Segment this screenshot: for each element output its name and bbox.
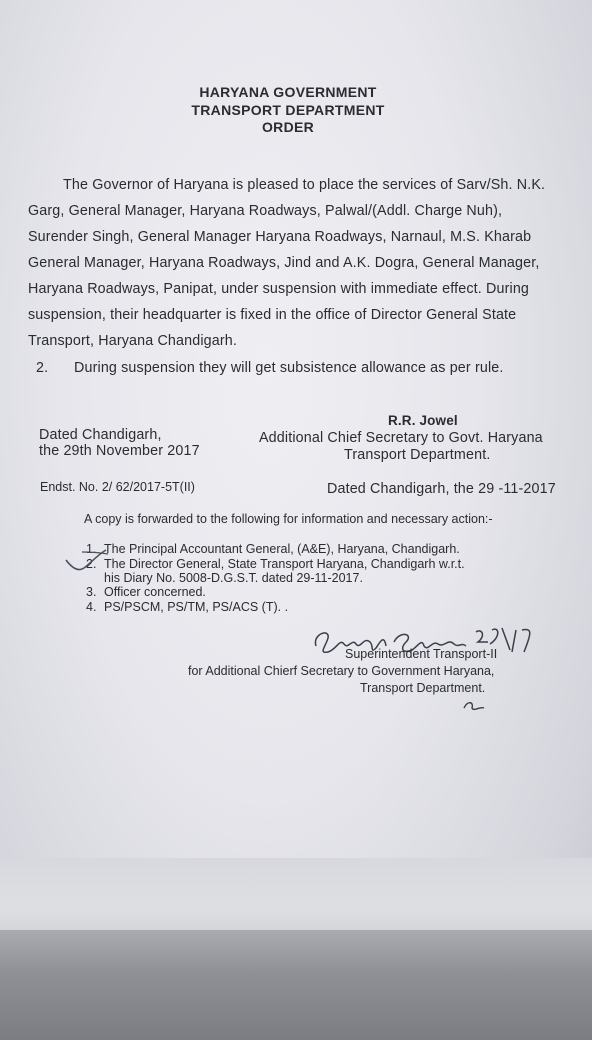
signatory-designation: Additional Chief Secretary to Govt. Haryana [259, 430, 543, 446]
order-para2-text: During suspension they will get subsistence allowance as per rule. [74, 360, 504, 376]
footer-sign-for: for Additional Chierf Secretary to Government Haryana, [188, 664, 495, 678]
recipient-number: 4. [86, 600, 97, 614]
recipient-number: 2. [86, 557, 97, 571]
order-para1-line: Haryana Roadways, Panipat, under suspension with immediate effect. During [28, 281, 530, 297]
recipient-number: 1. [86, 542, 97, 556]
footer-sign-title: Superintendent Transport-II [345, 647, 498, 661]
order-para1-line: suspension, their headquarter is fixed in the office of Director General State [28, 307, 517, 323]
recipient-text: Officer concerned. [104, 585, 206, 599]
footer-sign-dept: Transport Department. [360, 681, 486, 695]
order-para1-line: Transport, Haryana Chandigarh. [28, 333, 237, 349]
header-line-1: HARYANA GOVERNMENT [199, 84, 377, 100]
header-order-title: ORDER [261, 119, 315, 135]
header-line-2: TRANSPORT DEPARTMENT [191, 102, 385, 118]
checkmark-icon [62, 546, 112, 576]
initial-mark-icon [460, 698, 490, 714]
order-para1-line: Surender Singh, General Manager Haryana Roadways, Narnaul, M.S. Kharab [28, 229, 532, 245]
recipient-text: PS/PSCM, PS/TM, PS/ACS (T). . [104, 600, 289, 614]
dated-date: the 29th November 2017 [39, 443, 200, 459]
order-para1-line: Garg, General Manager, Haryana Roadways, Palwal/(Addl. Charge Nuh), [28, 203, 503, 219]
recipient-text: his Diary No. 5008-D.G.S.T. dated 29-11-2017. [104, 571, 363, 585]
signatory-name: R.R. Jowel [388, 413, 458, 428]
background-surface [0, 930, 592, 1040]
recipient-number: 3. [86, 585, 97, 599]
dated-place: Dated Chandigarh, [39, 427, 162, 443]
endorsement-number: Endst. No. 2/ 62/2017-5T(II) [40, 480, 195, 494]
recipient-text: The Director General, State Transport Haryana, Chandigarh w.r.t. [104, 557, 465, 571]
signatory-department: Transport Department. [344, 447, 491, 463]
order-para1-line: General Manager, Haryana Roadways, Jind and A.K. Dogra, General Manager, [28, 255, 540, 271]
endorsement-intro: A copy is forwarded to the following for information and necessary action:- [84, 512, 493, 526]
order-para2-number: 2. [36, 360, 49, 376]
endorsement-date: Dated Chandigarh, the 29 -11-2017 [327, 481, 556, 497]
order-para1-line: The Governor of Haryana is pleased to place the services of Sarv/Sh. N.K. [63, 177, 546, 193]
recipient-text: The Principal Accountant General, (A&E), Haryana, Chandigarh. [104, 542, 460, 556]
